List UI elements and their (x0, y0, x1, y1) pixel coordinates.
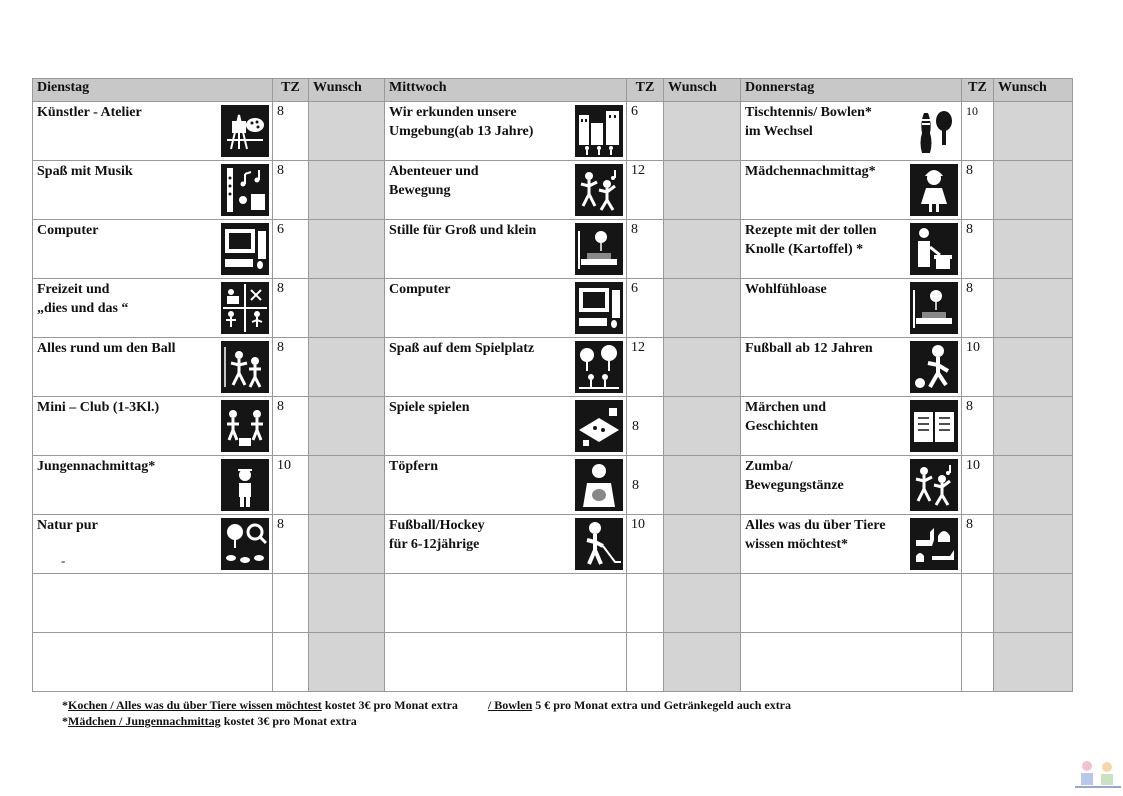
empty-cell (962, 633, 994, 692)
computer-icon (221, 223, 269, 275)
tz-count: 10 (273, 456, 309, 515)
tz-count (627, 397, 664, 456)
wish-cell[interactable] (664, 397, 741, 456)
activity-cell (385, 515, 627, 574)
wish-cell[interactable] (664, 633, 741, 692)
tz-count: 8 (273, 279, 309, 338)
activity-name: Spaß mit Musik (37, 164, 133, 179)
nature-magnifier-icon (221, 518, 269, 570)
tz-count: 10 (627, 515, 664, 574)
tz-count: 8 (962, 220, 994, 279)
animals-icon (910, 518, 958, 570)
activity-cell (385, 102, 627, 161)
footnote-star: * (62, 698, 68, 712)
footnotes (62, 697, 791, 729)
activity-cell (385, 338, 627, 397)
board-game-icon (575, 400, 623, 452)
tz-count: 8 (962, 161, 994, 220)
col-header-tz: TZ (962, 79, 994, 102)
tz-count: 8 (273, 338, 309, 397)
table-row (33, 456, 1073, 515)
city-walk-icon (575, 105, 623, 157)
book-icon (910, 400, 958, 452)
wish-cell[interactable] (664, 338, 741, 397)
activity-name: Märchen und Geschichten (745, 400, 827, 434)
activity-name: Wohlfühloase (745, 282, 827, 297)
tz-value: 8 (632, 419, 639, 434)
wish-cell[interactable] (664, 574, 741, 633)
empty-cell (385, 574, 627, 633)
activity-name: Jungennachmittag* (37, 459, 156, 474)
activity-name: Spaß auf dem Spielplatz (389, 341, 535, 356)
hockey-player-icon (575, 518, 623, 570)
wish-cell[interactable] (664, 161, 741, 220)
activity-name: Alles was du über Tiere wissen möchtest* (745, 518, 886, 552)
bowling-pingpong-icon (910, 105, 958, 157)
table-row (33, 397, 1073, 456)
tz-count: 8 (962, 397, 994, 456)
tz-count: 10 (962, 338, 994, 397)
placeholder-dash: - (61, 553, 66, 568)
activity-cell (33, 397, 273, 456)
wish-cell[interactable] (309, 161, 385, 220)
activity-name: Natur pur (37, 518, 98, 533)
tz-count: 8 (273, 515, 309, 574)
footnote-cost: 5 € pro Monat extra und Getränkegeld auch extra (532, 698, 792, 712)
wish-cell[interactable] (309, 574, 385, 633)
empty-cell (627, 633, 664, 692)
activity-cell (33, 515, 273, 574)
dancing-kids-icon (575, 164, 623, 216)
tz-count: 8 (627, 220, 664, 279)
tz-value: 8 (632, 478, 639, 493)
activity-cell (741, 279, 962, 338)
wish-cell[interactable] (994, 220, 1073, 279)
wish-cell[interactable] (994, 279, 1073, 338)
activity-name: Alles rund um den Ball (37, 341, 176, 356)
activity-name: Computer (37, 223, 99, 238)
footnote-kochen: Kochen (68, 698, 108, 712)
activity-cell (741, 161, 962, 220)
col-header-wish: Wunsch (309, 79, 385, 102)
tz-count: 10 (962, 456, 994, 515)
empty-cell (627, 574, 664, 633)
activity-cell (385, 220, 627, 279)
wish-cell[interactable] (664, 279, 741, 338)
activity-cell (741, 338, 962, 397)
activity-name: Spiele spielen (389, 400, 470, 415)
tz-count: 6 (627, 279, 664, 338)
activity-cell (741, 515, 962, 574)
col-header-wish: Wunsch (664, 79, 741, 102)
activity-name: Stille für Groß und klein (389, 223, 537, 238)
relax-room-icon (575, 223, 623, 275)
tz-count: 10 (962, 102, 994, 161)
activity-cell (741, 102, 962, 161)
kids-playing-icon (221, 400, 269, 452)
empty-row (33, 633, 1073, 692)
tz-count: 8 (962, 279, 994, 338)
footnote-cost: kostet 3€ pro Monat extra (321, 698, 458, 712)
activity-name: Wir erkunden unsere Umgebung(ab 13 Jahre) (389, 105, 534, 139)
table-row (33, 515, 1073, 574)
col-header-tuesday: Dienstag (33, 79, 273, 102)
wish-cell[interactable] (664, 220, 741, 279)
footnote-line-1 (62, 697, 791, 713)
cooking-icon (910, 223, 958, 275)
football-player-icon (910, 341, 958, 393)
activity-cell (385, 456, 627, 515)
wish-cell[interactable] (664, 456, 741, 515)
empty-cell (273, 574, 309, 633)
boy-icon (221, 459, 269, 511)
wish-cell[interactable] (309, 279, 385, 338)
activity-cell (385, 279, 627, 338)
activity-name: Freizeit und „dies und das “ (37, 282, 129, 316)
tz-count: 8 (273, 161, 309, 220)
tz-count: 8 (962, 515, 994, 574)
wish-cell[interactable] (309, 397, 385, 456)
activity-name: Künstler - Atelier (37, 105, 142, 120)
empty-row (33, 574, 1073, 633)
wish-cell[interactable] (994, 456, 1073, 515)
activity-cell (33, 102, 273, 161)
wish-cell[interactable] (309, 338, 385, 397)
playground-icon (575, 341, 623, 393)
table-row (33, 161, 1073, 220)
col-header-tz: TZ (627, 79, 664, 102)
ball-game-icon (221, 341, 269, 393)
empty-cell (273, 633, 309, 692)
tz-count: 6 (273, 220, 309, 279)
empty-cell (33, 574, 273, 633)
activity-name: Mini – Club (1-3Kl.) (37, 400, 160, 415)
wish-cell[interactable] (309, 220, 385, 279)
activity-cell (385, 397, 627, 456)
activity-name: Tischtennis/ Bowlen* im Wechsel (745, 105, 872, 139)
activity-cell (741, 456, 962, 515)
wish-cell[interactable] (994, 515, 1073, 574)
footnote-cost: kostet 3€ pro Monat extra (220, 714, 357, 728)
footnote-maedchen-jungen: Mädchen / Jungennachmittag (68, 714, 221, 728)
dancing-kids-icon (910, 459, 958, 511)
wish-cell[interactable] (994, 161, 1073, 220)
activity-name: Computer (389, 282, 451, 297)
activity-name: Zumba/ Bewegungstänze (745, 459, 844, 493)
activity-name: Mädchennachmittag* (745, 164, 876, 179)
activity-cell (33, 161, 273, 220)
activity-cell (33, 220, 273, 279)
tz-count: 8 (273, 397, 309, 456)
activity-name: Abenteuer und Bewegung (389, 164, 479, 198)
activity-name: Töpfern (389, 459, 438, 474)
relax-room-icon (910, 282, 958, 334)
wish-cell[interactable] (994, 338, 1073, 397)
table-row (33, 338, 1073, 397)
table-row (33, 102, 1073, 161)
music-instruments-icon (221, 164, 269, 216)
activity-name: Rezepte mit der tollen Knolle (Kartoffel) * (745, 223, 877, 257)
wish-cell[interactable] (309, 102, 385, 161)
table-row (33, 279, 1073, 338)
wish-cell[interactable] (994, 102, 1073, 161)
activity-cell (33, 456, 273, 515)
empty-cell (385, 633, 627, 692)
activity-cell (741, 397, 962, 456)
pottery-icon (575, 459, 623, 511)
footnote-line-2 (62, 713, 791, 729)
art-easel-palette-icon (221, 105, 269, 157)
activity-cell (33, 338, 273, 397)
tz-count (627, 456, 664, 515)
wish-cell[interactable] (309, 456, 385, 515)
activity-cell (741, 220, 962, 279)
empty-cell (33, 633, 273, 692)
tz-count: 12 (627, 338, 664, 397)
empty-cell (962, 574, 994, 633)
col-header-wish: Wunsch (994, 79, 1073, 102)
table-row (33, 220, 1073, 279)
col-header-tz: TZ (273, 79, 309, 102)
wish-cell[interactable] (664, 515, 741, 574)
activity-cell (385, 161, 627, 220)
empty-cell (741, 574, 962, 633)
wish-cell[interactable] (994, 397, 1073, 456)
footnote-bowlen: / Bowlen (487, 698, 533, 712)
tz-count: 6 (627, 102, 664, 161)
activity-name: Fußball ab 12 Jahren (745, 341, 873, 356)
wish-cell[interactable] (664, 102, 741, 161)
leisure-collage-icon (221, 282, 269, 334)
wish-cell[interactable] (309, 515, 385, 574)
computer-icon (575, 282, 623, 334)
activity-cell (33, 279, 273, 338)
col-header-wednesday: Mittwoch (385, 79, 627, 102)
footnote-tiere: / Alles was du über Tiere wissen möchtest (107, 698, 322, 712)
tz-count: 8 (273, 102, 309, 161)
girl-icon (910, 164, 958, 216)
footnote-star: * (62, 714, 68, 728)
activity-name: Fußball/Hockey für 6-12jährige (389, 518, 485, 552)
wish-cell[interactable] (994, 633, 1073, 692)
wish-cell[interactable] (994, 574, 1073, 633)
empty-cell (741, 633, 962, 692)
wish-cell[interactable] (309, 633, 385, 692)
activity-schedule-table (32, 78, 1073, 692)
tz-count: 12 (627, 161, 664, 220)
header-row (33, 79, 1073, 102)
kids-logo-icon (1073, 757, 1123, 791)
col-header-thursday: Donnerstag (741, 79, 962, 102)
